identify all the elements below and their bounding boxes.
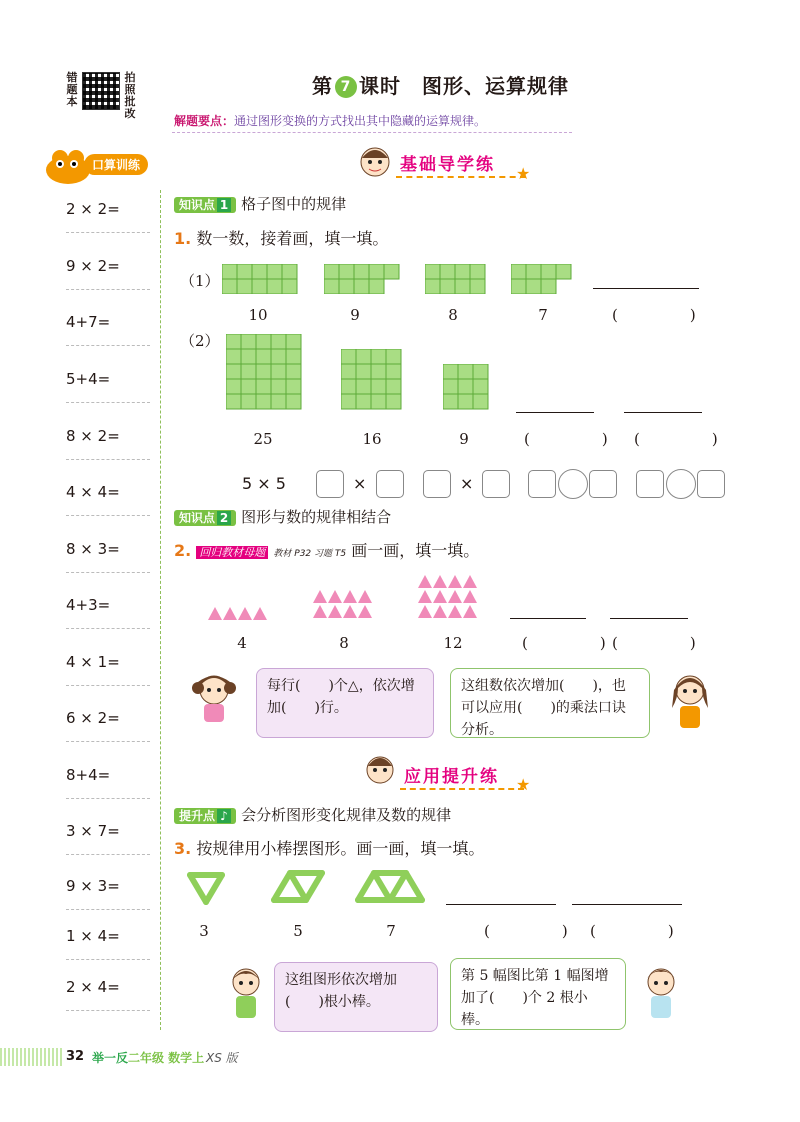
oral-calc-item: 9 × 3= [66,877,150,910]
q1-part2-value: 9 [459,430,469,448]
girl-avatar-bottom [222,962,270,1026]
q1-part1-draw-line[interactable] [593,288,699,289]
q3-value: 7 [386,922,396,940]
times-sign: × [460,474,474,493]
q2-draw-line-2[interactable] [610,618,688,619]
title-suffix: 课时 图形、运算规律 [359,74,569,98]
q1-part2-value: 16 [362,430,382,448]
photo-check-label: 拍照批改 [124,71,136,120]
tip-underline [172,132,572,133]
q2-answer-2[interactable]: ( ) [612,634,710,652]
wrong-book-label: 错题本 [66,71,78,108]
q2-number: 2. [174,541,192,560]
oral-calc-item: 4+7= [66,313,150,346]
boy-avatar-bottom [636,962,686,1026]
kp2-num: 2 [217,511,231,525]
oral-calc-item: 8 × 3= [66,540,150,573]
kp1-tag: 知识点 1 [174,197,236,213]
oral-calc-item: 8+4= [66,766,150,799]
qr-code[interactable] [82,72,120,110]
sticks-2-triangles [270,868,326,904]
q2-value: 4 [237,634,247,652]
edition: XS 版 [206,1051,238,1065]
girl-avatar-left [188,668,248,728]
q1-part2-draw-line-1[interactable] [516,412,594,413]
answer-box[interactable] [528,470,556,498]
q1-title [174,226,388,249]
triangles-12 [418,575,478,620]
sidebar-divider [160,190,161,1030]
lesson-number: 7 [335,76,357,98]
q1-part1-value: 10 [248,306,268,324]
q3-answer-1[interactable]: ( ) [484,922,582,940]
tip-line [174,112,486,129]
star-icon: ★ [516,164,531,183]
q1-part2-answer-1[interactable]: ( ) [524,430,622,448]
q1-part2-draw-line-2[interactable] [624,412,702,413]
q1-part1-answer[interactable]: ( ) [612,306,710,324]
oral-calc-item: 2 × 2= [66,200,150,233]
sticks-1-triangle [186,870,226,906]
q1-number: 1. [174,229,192,248]
q1-expression: 5 × 5 [242,474,286,493]
q3-text: 按规律用小棒摆图形。画一画，填一填。 [196,839,485,858]
book-name: 二年级 数学上 [128,1051,205,1065]
triangles-4 [208,605,268,624]
q1-part2-answer-2[interactable]: ( ) [634,430,732,448]
kp3-row [174,804,451,825]
operator-circle[interactable] [666,469,696,499]
answer-box[interactable] [482,470,510,498]
q3-answer-2[interactable]: ( ) [590,922,688,940]
q2-answer-1[interactable]: ( ) [522,634,620,652]
q2-badge: 回归教材母题 [196,546,268,559]
q1-part2-value: 25 [253,430,273,448]
answer-box[interactable] [697,470,725,498]
title-prefix: 第 [312,74,333,98]
kp1-num: 1 [217,198,231,212]
triangles-8 [313,590,373,620]
oral-calc-item: 2 × 4= [66,978,150,1011]
grid-8 [425,264,487,298]
footer-pattern [0,1048,62,1066]
hint-bubble-left: 每行( )个△，依次增加( )行。 [256,668,434,738]
oral-calc-item: 6 × 2= [66,709,150,742]
q2-ref: 教材 P32 习题 T5 [273,549,347,559]
q3-draw-line-1[interactable] [446,904,556,905]
oral-calc-item: 8 × 2= [66,427,150,460]
tip-label: 解题要点： [174,114,235,128]
operator-circle[interactable] [558,469,588,499]
sticks-3-triangles [354,868,426,904]
hint-bubble-q3-left: 这组图形依次增加( )根小棒。 [274,962,438,1032]
kp2-row [174,506,391,527]
q1-part1-value: 9 [350,306,360,324]
hint-bubble-q3-right: 第 5 幅图比第 1 幅图增加了( )个 2 根小棒。 [450,958,626,1030]
girl-avatar-right [662,668,718,734]
hint-bubble-right: 这组数依次增加( )，也可以应用( )的乘法口诀分析。 [450,668,650,738]
grid-9 [324,264,400,298]
page-title [312,70,569,99]
grid-10 [222,264,298,298]
oral-calc-item: 9 × 2= [66,257,150,290]
oral-calc-item: 1 × 4= [66,927,150,960]
brand-logo: 举一反 [92,1051,129,1065]
tip-text: 通过图形变换的方式找出其中隐藏的运算规律。 [234,114,487,128]
kp2-title: 图形与数的规律相结合 [241,508,392,526]
section-basic-heading: 基础导学练 [400,155,495,175]
star-icon: ★ [516,775,531,794]
section-advanced-heading: 应用提升练 [404,767,499,787]
kp3-title: 会分析图形变化规律及数的规律 [241,806,452,824]
oral-calc-item: 4 × 4= [66,483,150,516]
kp3-tag: 提升点 ♪ [174,808,236,824]
oral-calc-item: 4 × 1= [66,653,150,686]
times-sign: × [353,474,367,493]
kp3-num: ♪ [217,809,231,823]
grid-4x4 [341,349,403,415]
heading-underline [400,788,524,790]
grid-3x3 [443,364,490,415]
grid-5x5 [226,334,302,414]
q1-part1-value: 7 [538,306,548,324]
answer-box[interactable] [376,470,404,498]
oral-calc-item: 4+3= [66,596,150,629]
oral-calc-header [42,146,162,188]
page-number: 32 [66,1049,85,1064]
answer-box[interactable] [423,470,451,498]
footer [0,1046,800,1068]
boy-icon-2 [364,752,396,788]
q2-value: 12 [443,634,463,652]
kp2-tag: 知识点 2 [174,510,236,526]
q3-title [174,836,484,859]
grid-7 [511,264,573,298]
q2-draw-line-1[interactable] [510,618,586,619]
boy-icon [358,144,392,182]
q2-title [174,538,479,561]
q3-value: 5 [293,922,303,940]
kp1-row [174,193,346,214]
q2-value: 8 [339,634,349,652]
q1-part1-label: （1） [180,272,220,290]
q1-part2-label: （2） [180,332,220,350]
heading-underline [396,176,526,178]
q2-text: 画一画，填一填。 [351,541,480,560]
answer-box[interactable] [316,470,344,498]
q1-text: 数一数，接着画，填一填。 [196,229,389,248]
kp1-title: 格子图中的规律 [241,195,347,213]
oral-calc-item: 3 × 7= [66,822,150,855]
answer-box[interactable] [589,470,617,498]
q3-number: 3. [174,839,192,858]
oral-calc-label: 口算训练 [84,154,148,175]
q3-value: 3 [199,922,209,940]
oral-calc-item: 5+4= [66,370,150,403]
q1-part1-value: 8 [448,306,458,324]
answer-box[interactable] [636,470,664,498]
q3-draw-line-2[interactable] [572,904,682,905]
